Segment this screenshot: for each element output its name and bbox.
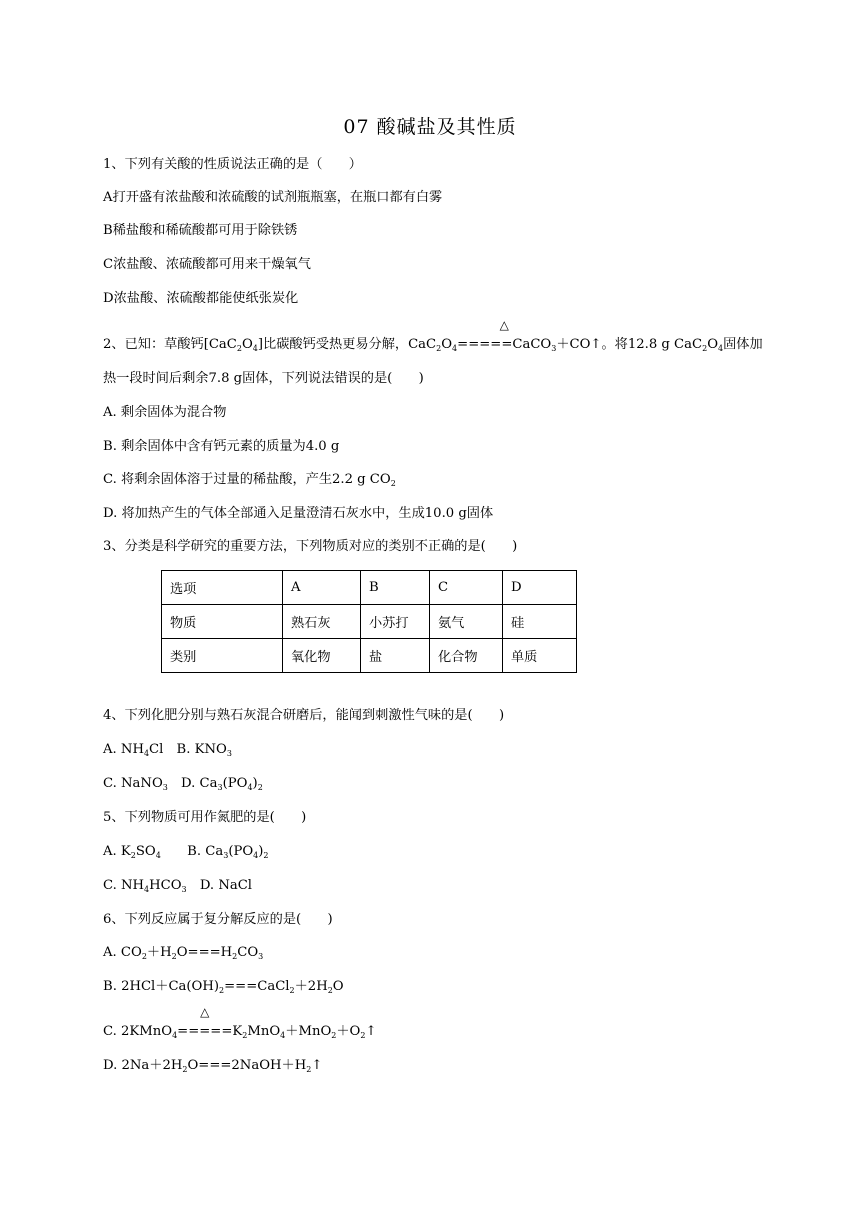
q2-option-b: B. 剩余固体中含有钙元素的质量为4.0 g [103, 439, 340, 454]
q5-options-ab: A. $K_2SO_4$ B. $Ca_3(PO_4)_2$ [103, 844, 269, 860]
classification-table [161, 570, 577, 673]
table-cell: 氨气 [430, 605, 503, 639]
q5-options-cd: C. $NH_4HCO_3$ D. NaCl [103, 878, 253, 894]
table-cell: 盐 [361, 639, 430, 673]
q6-option-d: D. $2Na+2H_2O===2NaOH+H_2↑$ [103, 1058, 323, 1074]
q1-stem: 1、下列有关酸的性质说法正确的是（ ） [103, 157, 362, 172]
q1-option-d: D浓盐酸、浓硫酸都能使纸张炭化 [103, 291, 299, 306]
table-cell: B [361, 571, 430, 605]
table-cell: 单质 [503, 639, 577, 673]
q2-stem: 2、已知：草酸钙$[CaC_2O_4]$比碳酸钙受热更易分解，$CaC_2O_4$ △ =====CaCO$_3$＋CO↑。将12.8 g $CaC_2O_4$固体加 [103, 318, 763, 353]
table-cell: 化合物 [430, 639, 503, 673]
q3-stem: 3、分类是科学研究的重要方法，下列物质对应的类别不正确的是( ) [103, 539, 518, 554]
table-cell: 小苏打 [361, 605, 430, 639]
table-cell: C [430, 571, 503, 605]
q4-stem: 4、下列化肥分别与熟石灰混合研磨后，能闻到刺激性气味的是( ) [103, 708, 505, 723]
q1-option-c: C浓盐酸、浓硫酸都可用来干燥氧气 [103, 257, 311, 272]
table-row [162, 571, 577, 605]
q1-option-b: B稀盐酸和稀硫酸都可用于除铁锈 [103, 223, 298, 238]
table-cell: A [283, 571, 361, 605]
table-cell: 氧化物 [283, 639, 361, 673]
heating-condition: △ ===== [177, 1005, 233, 1039]
table-row [162, 639, 577, 673]
table-cell: 物质 [162, 605, 283, 639]
table-row [162, 605, 577, 639]
q2-option-c: C. 将剩余固体溶于过量的稀盐酸，产生2.2 g $CO_2$ [103, 472, 396, 488]
heat-triangle-icon: △ [200, 1005, 210, 1019]
page-title: 07 酸碱盐及其性质 [343, 116, 517, 138]
table-cell: 熟石灰 [283, 605, 361, 639]
q2-option-d: D. 将加热产生的气体全部通入足量澄清石灰水中，生成10.0 g固体 [103, 506, 494, 521]
table-cell: 类别 [162, 639, 283, 673]
q2-option-a: A. 剩余固体为混合物 [103, 405, 227, 420]
heat-triangle-icon: △ [499, 318, 509, 332]
q6-option-a: A. $CO_2+H_2O===H_2CO_3$ [103, 945, 264, 961]
q4-options-cd: C. NaNO$_3$ D. $Ca_3(PO_4)_2$ [103, 776, 263, 792]
q6-option-b: B. $2HCl+Ca(OH)_2===CaCl_2+2H_2O$ [103, 979, 344, 995]
q6-option-c: C. 2KMnO$_4$ △ $=====K_2MnO_4+MnO_2+O_2↑$ [103, 1005, 377, 1040]
heating-condition: △ =====CaCO [457, 318, 552, 352]
q1-option-a: A打开盛有浓盐酸和浓硫酸的试剂瓶瓶塞，在瓶口都有白雾 [103, 190, 443, 205]
q2-stem-line2: 热一段时间后剩余7.8 g固体，下列说法错误的是( ) [103, 371, 424, 386]
q4-options-ab: A. $NH_4Cl$ B. $KNO_3$ [103, 742, 232, 758]
q5-stem: 5、下列物质可用作氮肥的是( ) [103, 810, 307, 825]
q6-stem: 6、下列反应属于复分解反应的是( ) [103, 912, 333, 927]
table-cell: 选项 [162, 571, 283, 605]
table-cell: D [503, 571, 577, 605]
table-cell: 硅 [503, 605, 577, 639]
